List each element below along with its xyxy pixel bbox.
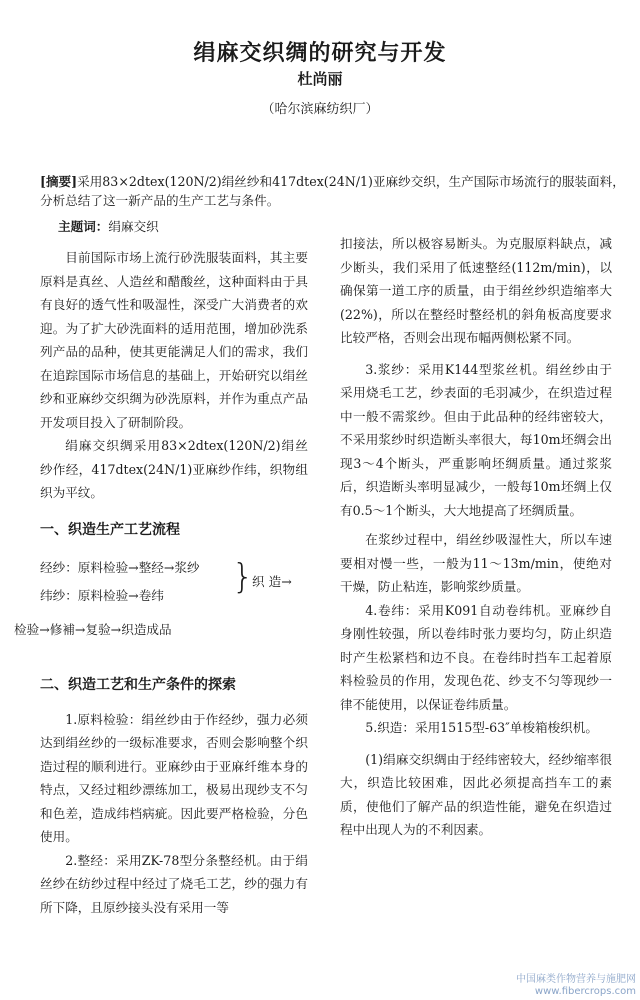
flow-weave-step: 织 造→ <box>252 574 292 589</box>
keywords-label: 主题词： <box>58 219 109 234</box>
pirn-winding-paragraph: 4.卷纬：采用K091自动卷纬机。亚麻纱自身刚性较强，所以卷纬时张力要均匀，防止织造时产生松紧档和边不良。在卷纬时挡车工起着原料检验员的作用，发现色花、纱支不匀等现纱一律不能使用，以保证卷纬质量。 <box>340 602 612 712</box>
abstract <box>40 172 630 210</box>
fabric-spec-paragraph: 绢麻交织绸采用83×2dtex(120N/2)绢丝纱作经，417dtex(24N/1)亚麻纱作纬，织物组织为平纹。 <box>40 438 308 500</box>
keywords-text: 绢麻交织 <box>108 219 159 234</box>
sizing-paragraph: 3.浆纱：采用K144型浆丝机。绢丝纱由于采用烧毛工艺，纱表面的毛羽减少，在织造过程中一般不需浆纱。但由于此品种的经纬密较大，不采用浆纱时织造断头率很大，每10m坯绸会出现3～4个断头，严重影响坯绸质量。通过浆浆后，织造断头率明显减少，一般每10m坯绸上仅有0.5～1个断头，大大地提高了坯绸质量。 <box>340 361 612 518</box>
abstract-text: 采用83×2dtex(120N/2)绢丝纱和417dtex(24N/1)亚麻纱交织，生产国际市场流行的服装面料，分析总结了这一新产品的生产工艺与条件。 <box>40 174 625 208</box>
weaving-point-1-paragraph: (1)绢麻交织绸由于经纬密较大，经纱缩率很大，织造比较困难，因此必须提高挡车工的素质，使他们了解产品的织造性能，避免在织造过程中出现人为的不利因素。 <box>340 751 612 837</box>
warping-paragraph: 2.整经：采用ZK-78型分条整经机。由于绢丝纱在纺纱过程中经过了烧毛工艺，纱的强力有所下降，且原纱接头没有采用一等 <box>40 852 308 915</box>
process-flow-diagram <box>14 552 308 660</box>
intro-paragraph: 目前国际市场上流行砂洗服装面料，其主要原料是真丝、人造丝和醋酸丝，这种面料由于具有良好的透气性和吸湿性，深受广大消费者的欢迎。为了扩大砂洗面料的适用范围，增加砂洗系列产品的品种，使其更能满足人们的需求，我们在追踪国际市场信息的基础上，开始研究以绢丝纱和亚麻纱交织绸为砂洗原料，并作为重点产品开发项目投入了研制阶段。 <box>40 250 308 430</box>
left-column <box>14 246 308 919</box>
author-name: 杜尚丽 <box>297 70 343 88</box>
raw-material-paragraph: 1.原料检验：绢丝纱由于作经纱，强力必须达到绢丝纱的一级标准要求，否则会影响整个织造过程的顺利进行。亚麻纱由于亚麻纤维本身的特点，又经过粗纱漂练加工，极易出现纱支不匀和色差，造成纬档病疵。因此要严格检验，分色使用。 <box>40 711 308 844</box>
site-watermark <box>516 974 636 998</box>
warping-continued-paragraph: 扣接法，所以极容易断头。为克服原料缺点，减少断头，我们采用了低速整经(112m/min)，以确保第一道工序的质量，由于绢丝纱织造缩率大(22%)，所以在整经时整经机的斜角板高度要求比较严格，否则会出现布幅两侧松紧不同。 <box>340 236 612 345</box>
flow-finish-line: 检验→修補→复验→织造成品 <box>14 622 172 637</box>
section-heading-process: 一、织造生产工艺流程 <box>40 521 180 538</box>
watermark-line-2: www.fibercrops.com <box>534 986 636 997</box>
affiliation: （哈尔滨麻纺织厂） <box>261 102 379 117</box>
section-heading-conditions: 二、织造工艺和生产条件的探索 <box>40 677 236 693</box>
weaving-paragraph: 5.织造：采用1515型-63″单梭箱梭织机。 <box>365 720 598 735</box>
flow-warp-line: 经纱：原料检验→整经→浆纱 <box>40 560 200 575</box>
abstract-label: [摘要] <box>40 174 78 189</box>
sizing-speed-paragraph: 在浆纱过程中，绢丝纱吸湿性大，所以车速要相对慢一些，一般为11～13m/min，使绝对干燥，防止粘连，影响浆纱质量。 <box>340 532 612 594</box>
flow-brace: } <box>232 557 254 597</box>
flow-weft-line: 纬纱：原料检验→卷纬 <box>40 588 164 603</box>
right-column <box>340 232 612 842</box>
keywords <box>58 216 159 235</box>
paper-title: 绢麻交织绸的研究与开发 <box>193 41 447 66</box>
watermark-line-1: 中国麻类作物营养与施肥网 <box>516 974 636 985</box>
